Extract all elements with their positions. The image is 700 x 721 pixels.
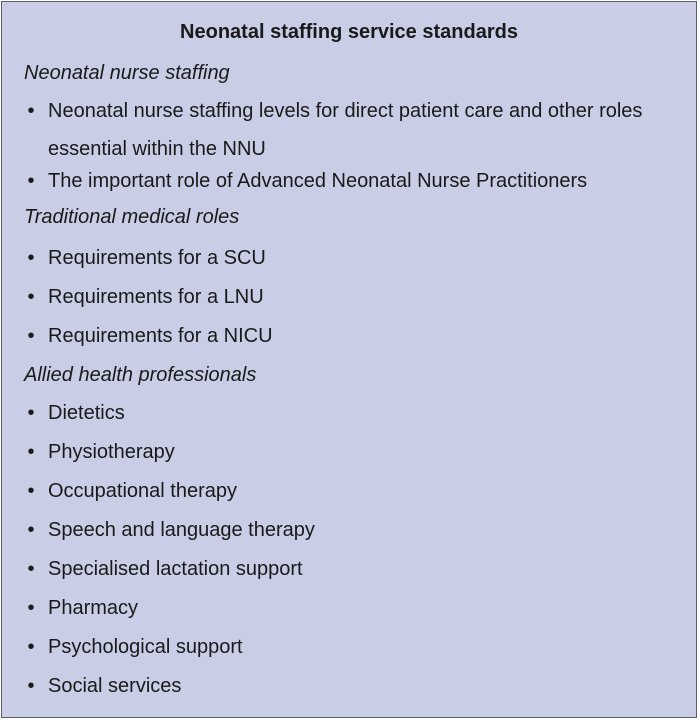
bullet-icon: • bbox=[27, 402, 35, 424]
list-item bbox=[24, 92, 684, 168]
section-heading-allied-health: Allied health professionals bbox=[24, 364, 257, 386]
list-item bbox=[24, 589, 684, 627]
list-item-text: Social services bbox=[48, 675, 182, 697]
bullet-icon: • bbox=[27, 480, 35, 502]
bullet-icon: • bbox=[27, 558, 35, 580]
bullet-icon: • bbox=[27, 675, 35, 697]
list-item bbox=[24, 239, 684, 277]
bullet-icon: • bbox=[27, 519, 35, 541]
list-item-text: Requirements for a LNU bbox=[48, 286, 264, 308]
list-item bbox=[24, 667, 684, 705]
list-item-text: Neonatal nurse staffing levels for direct patient care and other roles essential within the NNU bbox=[48, 100, 643, 160]
list-item-text: Dietetics bbox=[48, 402, 125, 424]
list-item bbox=[24, 433, 684, 471]
list-item bbox=[24, 472, 684, 510]
list-item-text: Requirements for a NICU bbox=[48, 325, 273, 347]
list-item-text: Requirements for a SCU bbox=[48, 247, 266, 269]
list-item bbox=[24, 511, 684, 549]
bullet-icon: • bbox=[27, 636, 35, 658]
list-item-text: Pharmacy bbox=[48, 597, 139, 619]
list-item-text: Occupational therapy bbox=[48, 480, 238, 502]
bullet-icon: • bbox=[27, 441, 35, 463]
list-item bbox=[24, 394, 684, 432]
standards-box bbox=[1, 1, 697, 718]
list-item bbox=[24, 317, 684, 355]
bullet-icon: • bbox=[27, 597, 35, 619]
section-heading-nurse-staffing: Neonatal nurse staffing bbox=[24, 62, 230, 84]
list-item-text: Speech and language therapy bbox=[48, 519, 315, 541]
bullet-icon: • bbox=[27, 325, 35, 347]
list-item-text: Physiotherapy bbox=[48, 441, 175, 463]
bullet-icon: • bbox=[27, 170, 35, 192]
bullet-icon: • bbox=[27, 286, 35, 308]
list-item-text: The important role of Advanced Neonatal Nurse Practitioners bbox=[48, 170, 588, 192]
list-item bbox=[24, 278, 684, 316]
list-item bbox=[24, 628, 684, 666]
bullet-icon: • bbox=[27, 100, 35, 122]
list-item bbox=[24, 550, 684, 588]
bullet-icon: • bbox=[27, 247, 35, 269]
list-item bbox=[24, 162, 684, 200]
section-heading-medical-roles: Traditional medical roles bbox=[24, 206, 240, 228]
box-title: Neonatal staffing service standards bbox=[180, 21, 518, 43]
list-item-text: Psychological support bbox=[48, 636, 243, 658]
list-item-text: Specialised lactation support bbox=[48, 558, 303, 580]
